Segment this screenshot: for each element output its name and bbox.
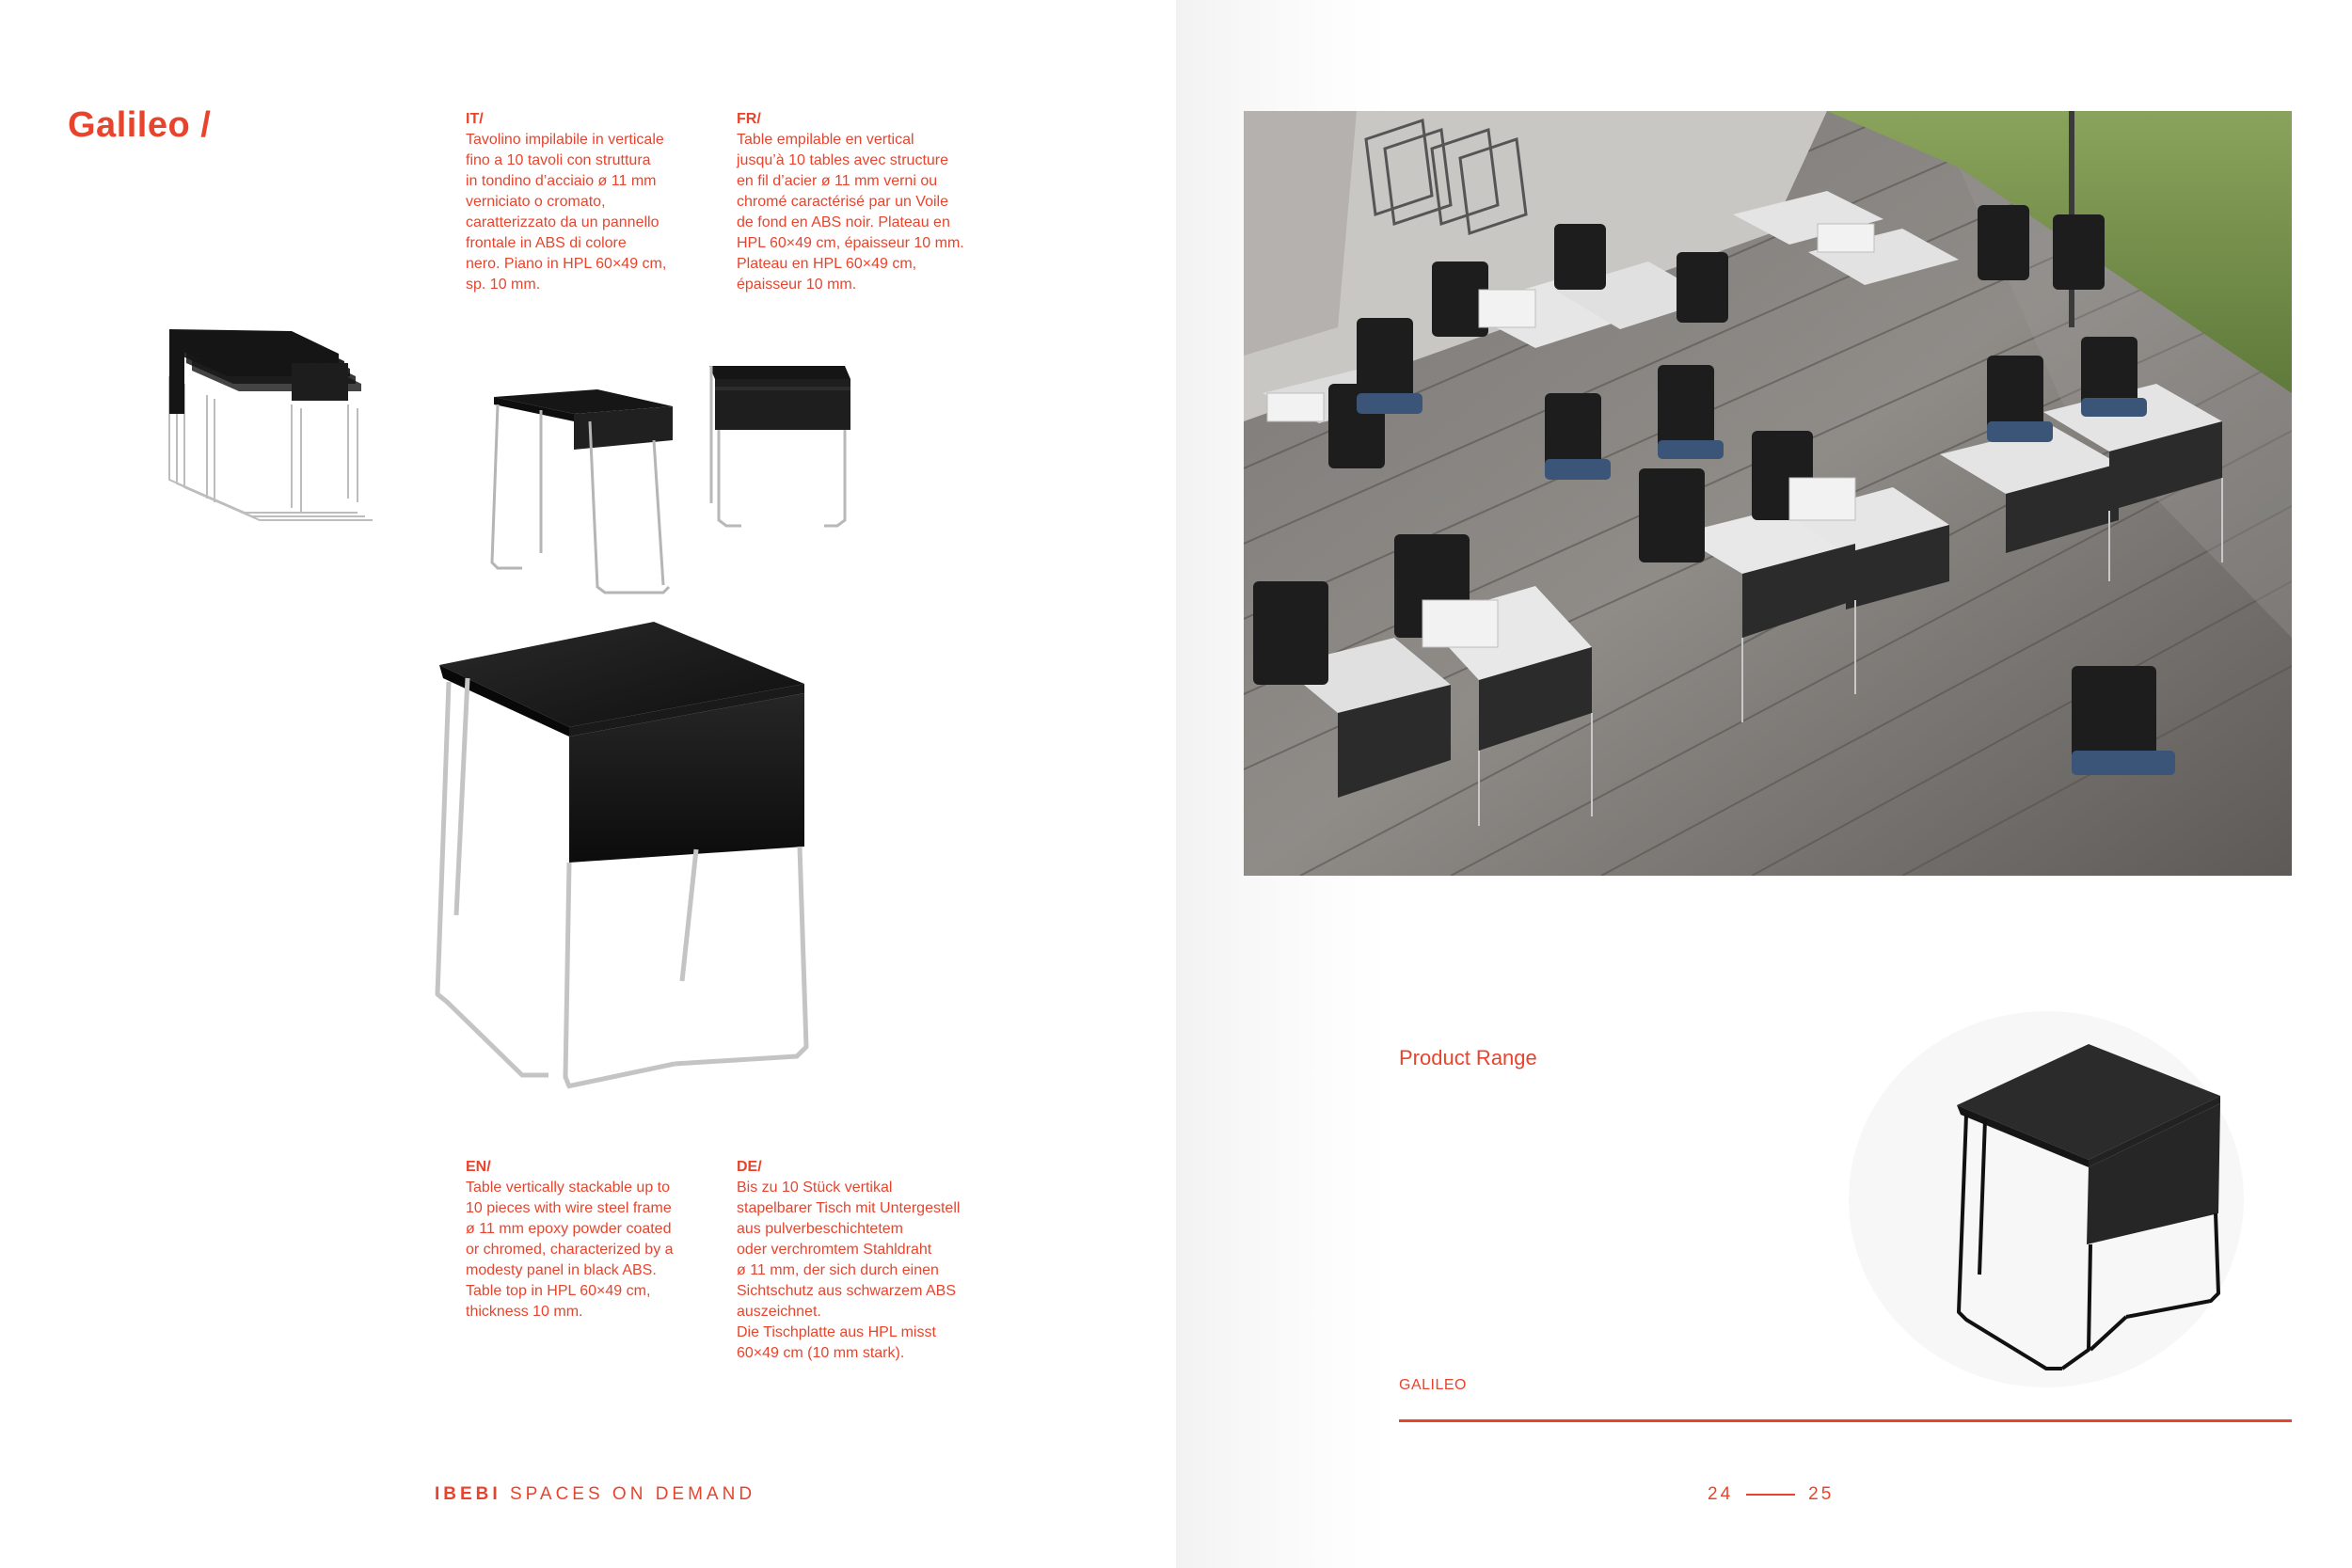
page-number-left: 24 (1708, 1484, 1734, 1504)
product-range-label: Product Range (1399, 1046, 1537, 1069)
lang-label-fr: FR/ (737, 111, 761, 127)
classroom-photo (1244, 111, 2292, 876)
description-en (466, 1157, 701, 1323)
product-range-item: GALILEO (1399, 1377, 1467, 1393)
stacked-tables-image (151, 310, 376, 536)
brand-tagline: SPACES ON DEMAND (509, 1484, 756, 1504)
table-side-view-image (485, 384, 682, 600)
product-range-table-image (1844, 992, 2249, 1387)
description-de (737, 1157, 991, 1364)
description-it (466, 109, 701, 295)
table-front-view-image (704, 362, 854, 531)
page-numbers (1708, 1484, 1834, 1505)
lang-label-en: EN/ (466, 1159, 491, 1175)
page-number-right: 25 (1808, 1484, 1835, 1504)
description-text-de: Bis zu 10 Stück vertikal stapelbarer Tisch mit Untergestell aus pulverbeschichtetem oder verchromtem Stahldraht ø 11 mm, der sich durch einen Sichtschutz aus schwarzem ABS auszeichnet. Die Tischplatte aus HPL misst 60×49 cm (10 mm stark). (737, 1180, 961, 1361)
hero-table-image (428, 616, 814, 1105)
description-text-it: Tavolino impilabile in verticale fino a 10 tavoli con struttura in tondino d’acciaio ø 11 mm verniciato o cromato, caratterizzato da un pannello frontale in ABS di colore nero. Piano in HPL 60×49 cm, sp. 10 mm. (466, 132, 667, 293)
footer-brand (435, 1484, 755, 1505)
page-number-separator (1746, 1494, 1795, 1496)
lang-label-de: DE/ (737, 1159, 762, 1175)
description-text-fr: Table empilable en vertical jusqu’à 10 tables avec structure en fil d’acier ø 11 mm verni ou chromé caractérisé par un Voile de fond en ABS noir. Plateau en HPL 60×49 cm, épaisseur 10 mm. Plateau en HPL 60×49 cm, épaisseur 10 mm. (737, 132, 964, 293)
description-text-en: Table vertically stackable up to 10 pieces with wire steel frame ø 11 mm epoxy powder coated or chromed, characterized by a modesty panel in black ABS. Table top in HPL 60×49 cm, thickness 10 mm. (466, 1180, 674, 1320)
description-fr (737, 109, 972, 295)
brand-name: IBEBI (435, 1484, 501, 1504)
page-title: Galileo / (68, 105, 212, 145)
product-range-divider (1399, 1419, 2292, 1422)
lang-label-it: IT/ (466, 111, 484, 127)
classroom-scene (1244, 111, 2292, 876)
